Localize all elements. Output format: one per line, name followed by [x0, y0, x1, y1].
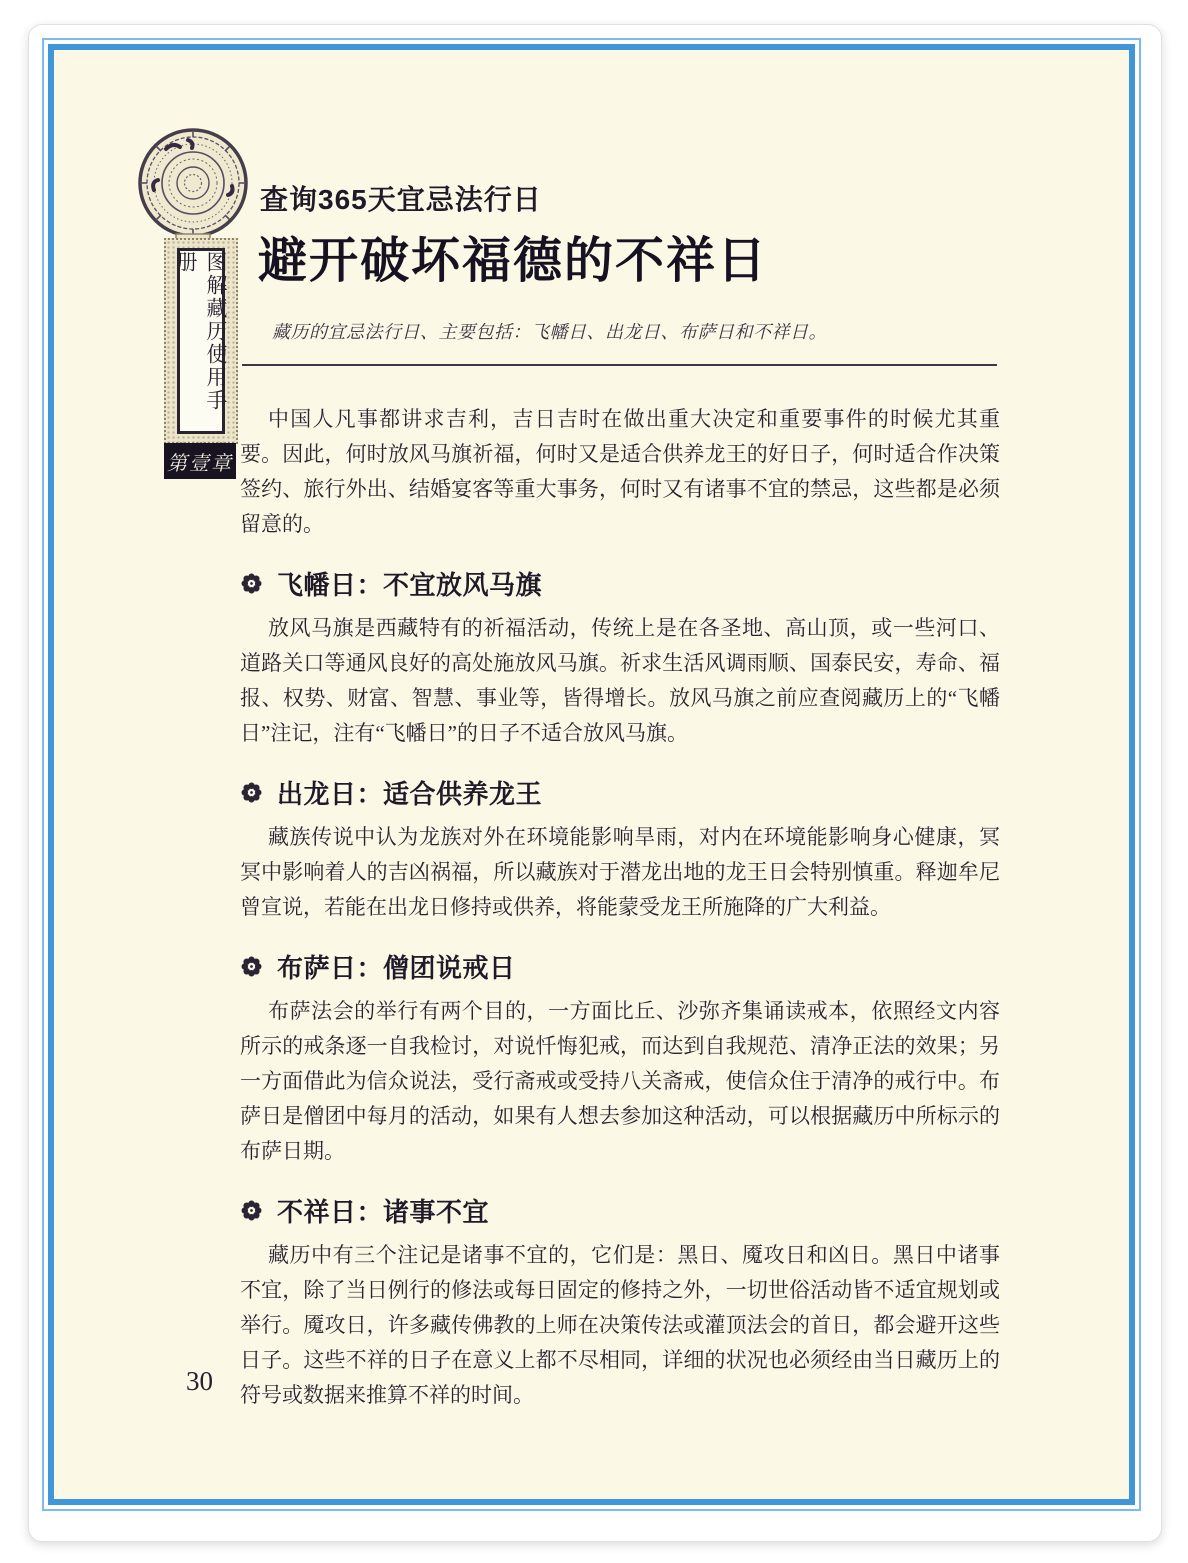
- page-title: 避开破坏福德的不祥日: [258, 234, 769, 288]
- section-paragraph: 藏历中有三个注记是诸事不宜的，它们是：黑日、魇攻日和凶日。黑日中诸事不宜，除了当日例行的修法或每日固定的修持之外，一切世俗活动皆不适宜规划或举行。魇攻日，许多藏传佛教的上师在决策传法或灌顶法会的首日，都会避开这些日子。这些不祥的日子在意义上都不尽相同，详细的状况也必须经由当日藏历上的符号或数据来推算不祥的时间。: [240, 1243, 1000, 1407]
- section-paragraph: 布萨法会的举行有两个目的，一方面比丘、沙弥齐集诵读戒本，依照经文内容所示的戒条逐一自我检讨，对说忏悔犯戒，而达到自我规范、清净正法的效果；另一方面借此为信众说法，受行斋戒或受持八关斋戒，使信众住于清净的戒行中。布萨日是僧团中每月的活动，如果有人想去参加这种活动，可以根据藏历中所标示的布萨日期。: [240, 999, 1000, 1163]
- section-paragraph: 藏族传说中认为龙族对外在环境能影响旱雨，对内在环境能影响身心健康，冥冥中影响着人的吉凶祸福，所以藏族对于潜龙出地的龙王日会特别慎重。释迦牟尼曾宣说，若能在出龙日修持或供养，将能蒙受龙王所施降的广大利益。: [240, 825, 1000, 919]
- page-number: 30: [186, 1366, 213, 1396]
- section-buxiang: [240, 1195, 1000, 1413]
- section-heading: 不祥日：诸事不宜: [277, 1196, 490, 1227]
- section-paragraph: 放风马旗是西藏特有的祈福活动，传统上是在各圣地、高山顶，或一些河口、道路关口等通风良好的高处施放风马旗。祈求生活风调雨顺、国泰民安，寿命、福报、权势、财富、智慧、事业等，皆得增长。放风马旗之前应查阅藏历上的“飞幡日”注记，注有“飞幡日”的日子不适合放风马旗。: [240, 616, 1000, 745]
- section-feifan: [240, 568, 1000, 751]
- book-title-banner: [164, 238, 238, 444]
- rosette-icon: [240, 955, 263, 978]
- intro-paragraph: 中国人凡事都讲求吉利，吉日吉时在做出重大决定和重要事件的时候尤其重要。因此，何时放风马旗祈福，何时又是适合供养龙王的好日子，何时适合作决策签约、旅行外出、结婚宴客等重大事务，何时又有诸事不宜的禁忌，这些都是必须留意的。: [240, 407, 1000, 536]
- section-heading: 布萨日：僧团说戒日: [277, 952, 516, 983]
- calendar-wheel-stamp-icon: [136, 126, 250, 246]
- section-chulong: [240, 777, 1000, 925]
- rosette-icon: [240, 1199, 263, 1222]
- section-heading: 出龙日：适合供养龙王: [277, 778, 543, 809]
- book-title: 图解藏历使用手册: [174, 251, 228, 412]
- main-content: [240, 402, 1000, 1413]
- chapter-label: 第壹章: [167, 452, 233, 475]
- section-heading: 飞幡日：不宜放风马旗: [277, 569, 543, 600]
- rosette-icon: [240, 781, 263, 804]
- page-kicker: 查询365天宜忌法行日: [260, 184, 542, 215]
- book-title-frame: [174, 248, 228, 434]
- section-busa: [240, 951, 1000, 1169]
- divider: [242, 364, 997, 366]
- chapter-badge: [164, 443, 236, 479]
- page-subtitle: 藏历的宜忌法行日、主要包括：飞幡日、出龙日、布萨日和不祥日。: [272, 322, 827, 342]
- rosette-icon: [240, 572, 263, 595]
